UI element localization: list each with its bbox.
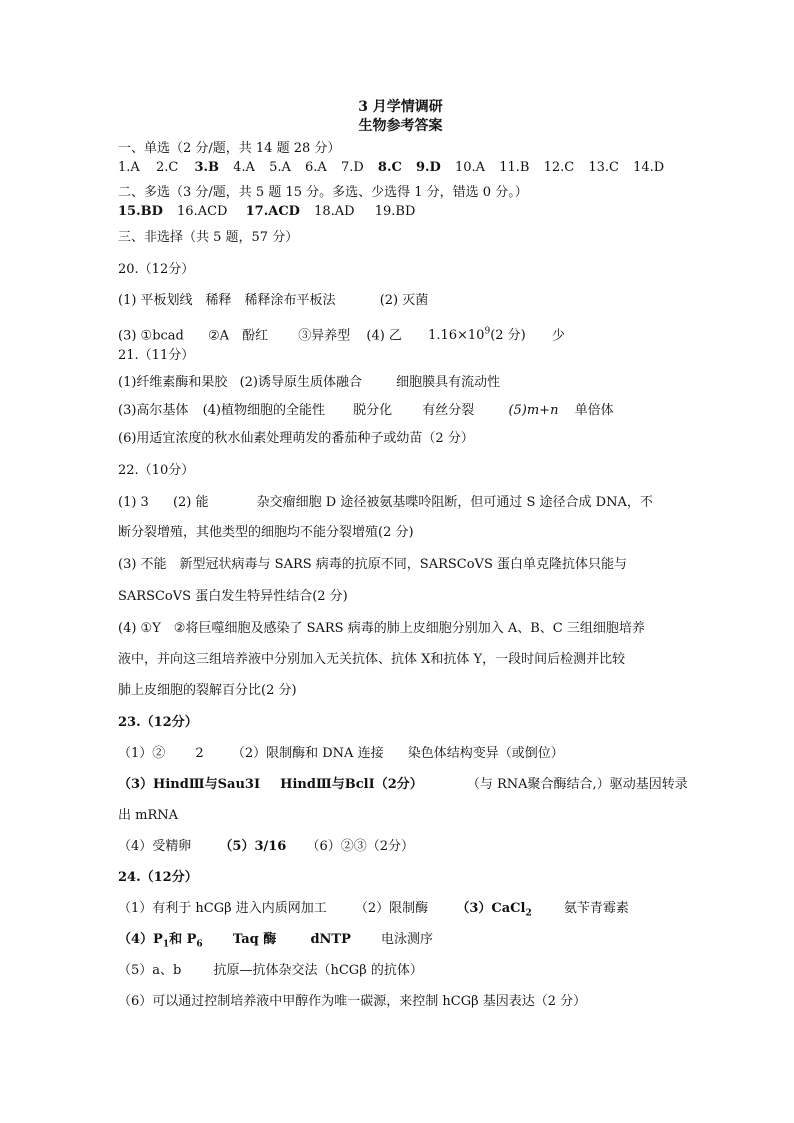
q20-part4: (4) 乙 xyxy=(366,328,402,344)
answer-13: 13.C xyxy=(588,160,619,175)
q24-part4-primer2 xyxy=(169,932,203,950)
q21-part5: (5)m+n xyxy=(508,403,559,418)
q20-count-score: (2 分) xyxy=(490,328,526,344)
answer-10: 10.A xyxy=(454,160,486,175)
answer-1: 1.A xyxy=(118,160,140,175)
q23-part1b: 2 xyxy=(195,746,204,761)
q21-line3: (6)用适宜浓度的秋水仙素处理萌发的番茄种子或幼苗（2 分） xyxy=(118,431,474,446)
section1-heading: 一、单选（2 分/题，共 14 题 28 分） xyxy=(118,141,341,156)
q20-count-base: 1.16×10 xyxy=(428,328,485,344)
q20-count-exponent: 9 xyxy=(484,327,491,337)
section2-answers xyxy=(118,203,415,221)
q24-primer1-text: （4）P xyxy=(118,932,163,947)
q24-line2 xyxy=(118,931,433,954)
q24-part5b: 抗原—抗体杂交法（hCGβ 的抗体） xyxy=(213,963,423,978)
q22-line6: 液中，并向这三组培养液中分别加入无关抗体、抗体 X和抗体 Y，一段时间后检测并比较 xyxy=(118,652,626,667)
answer-2: 2.C xyxy=(155,160,179,175)
q23-line1 xyxy=(118,745,564,763)
q20-heading: 20.（12分） xyxy=(118,262,195,277)
q22-part1: (1) 3 xyxy=(118,495,149,510)
q21-part4: (4)植物细胞的全能性 xyxy=(202,403,325,418)
q22-heading: 22.（10分） xyxy=(118,463,195,478)
answer-11: 11.B xyxy=(499,160,530,175)
q23-part6: （6）②③（2分） xyxy=(306,839,415,854)
q21-part5b: 单倍体 xyxy=(574,403,614,418)
answer-18: 18.AD xyxy=(314,204,355,219)
q20-part2: (2) 灭菌 xyxy=(379,293,429,308)
q21-part3: (3)高尔基体 xyxy=(118,403,189,418)
q24-primer1-subscript: 1 xyxy=(162,939,170,950)
q24-part4c: dNTP xyxy=(310,932,351,947)
q21-part2b: 细胞膜具有流动性 xyxy=(396,375,501,390)
page-subtitle: 生物参考答案 xyxy=(358,118,443,134)
q21-line2 xyxy=(118,402,614,420)
q21-heading: 21.（11分） xyxy=(118,348,195,363)
q23-part3b: HindⅢ与BclI（2分） xyxy=(280,777,423,792)
q24-part4-primer1 xyxy=(118,932,170,950)
q20-line2 xyxy=(118,323,565,345)
q23-line4 xyxy=(118,838,414,856)
q21-part4c: 有丝分裂 xyxy=(422,403,475,418)
q22-line7: 肺上皮细胞的裂解百分比(2 分) xyxy=(118,683,297,698)
q24-part2: （2）限制酶 xyxy=(354,901,429,916)
section1-answers xyxy=(118,159,664,177)
answer-14: 14.D xyxy=(633,160,665,175)
q22-line4: SARSCoVS 蛋白发生特异性结合(2 分) xyxy=(118,589,348,604)
answer-12: 12.C xyxy=(543,160,575,175)
q24-part4d: 电泳测序 xyxy=(381,932,434,947)
q22-line1 xyxy=(118,494,653,512)
q20-count xyxy=(428,328,526,343)
answer-5: 5.A xyxy=(269,160,291,175)
answer-16: 16.ACD xyxy=(177,204,228,219)
q24-part3 xyxy=(456,901,532,919)
q24-part4b: Taq 酶 xyxy=(232,932,277,947)
q23-part1: （1）② xyxy=(118,746,166,761)
answer-15: 15.BD xyxy=(118,204,163,219)
q23-line3: 出 mRNA xyxy=(118,808,179,823)
q22-line3: (3) 不能 新型冠状病毒与 SARS 病毒的抗原不同，SARSCoVS 蛋白单克隆抗体只能与 xyxy=(118,557,627,572)
q24-part3-text: （3）CaCl xyxy=(456,901,526,916)
q21-part4b: 脱分化 xyxy=(353,403,393,418)
q23-part5: （5）3/16 xyxy=(219,839,287,854)
q24-heading: 24.（12分） xyxy=(118,870,198,885)
answer-7: 7.D xyxy=(340,160,364,175)
q20-part1: (1) 平板划线 稀释 稀释涂布平板法 xyxy=(118,293,336,308)
q24-line3 xyxy=(118,962,423,980)
q23-part4: （4）受精卵 xyxy=(118,839,192,854)
q22-line2: 断分裂增殖，其他类型的细胞均不能分裂增殖(2 分) xyxy=(118,525,414,540)
q21-part2: (2)诱导原生质体融合 xyxy=(239,375,362,390)
q23-heading: 23.（12分） xyxy=(118,715,198,730)
answer-17: 17.ACD xyxy=(245,204,300,219)
q20-line1 xyxy=(118,292,428,310)
q20-part3c: ③异养型 xyxy=(298,328,351,344)
section3-heading: 三、非选择（共 5 题，57 分） xyxy=(118,230,299,245)
answer-3: 3.B xyxy=(194,160,219,175)
q22-part2: (2) 能 xyxy=(172,495,209,510)
q24-line1 xyxy=(118,900,629,923)
q23-part3c: （与 RNA聚合酶结合,）驱动基因转录 xyxy=(466,777,688,792)
q24-part3-subscript: 2 xyxy=(525,908,532,919)
q21-line1 xyxy=(118,374,500,392)
q21-part1: (1)纤维素酶和果胶 xyxy=(118,375,228,390)
answer-8: 8.C xyxy=(377,160,402,175)
q20-part4b: 少 xyxy=(551,328,565,344)
q20-part3b: ②A 酚红 xyxy=(208,328,269,344)
q24-primer2-text: 和 P xyxy=(169,932,197,947)
q24-line4: （6）可以通过控制培养液中甲醇作为唯一碳源，来控制 hCGβ 基因表达（2 分） xyxy=(118,994,587,1009)
q23-part2: （2）限制酶和 DNA 连接 xyxy=(231,746,384,761)
q23-part3a: （3）HindⅢ与Sau3I xyxy=(118,777,261,792)
q24-part1: （1）有利于 hCGβ 进入内质网加工 xyxy=(118,901,327,916)
page-title: 3 月学情调研 xyxy=(358,99,443,115)
answer-9: 9.D xyxy=(415,160,441,175)
section2-heading: 二、多选（3 分/题，共 5 题 15 分。多选、少选得 1 分，错选 0 分。） xyxy=(118,185,528,200)
q23-line2 xyxy=(118,776,688,794)
answer-6: 6.A xyxy=(305,160,327,175)
q23-part2b: 染色体结构变异（或倒位） xyxy=(407,746,564,761)
answer-19: 19.BD xyxy=(374,204,416,219)
q24-primer2-subscript: 6 xyxy=(196,939,203,950)
q24-part5: （5）a、b xyxy=(118,963,182,978)
answer-4: 4.A xyxy=(233,160,255,175)
q24-part3b: 氨苄青霉素 xyxy=(563,901,629,916)
q22-line5: (4) ①Y ②将巨噬细胞及感染了 SARS 病毒的肺上皮细胞分别加入 A、B、C 三组细胞培养 xyxy=(118,621,645,636)
q22-part2-reason: 杂交瘤细胞 D 途径被氨基喋呤阻断，但可通过 S 途径合成 DNA，不 xyxy=(256,495,653,510)
q20-part3a: (3) ①bcad xyxy=(118,328,184,344)
